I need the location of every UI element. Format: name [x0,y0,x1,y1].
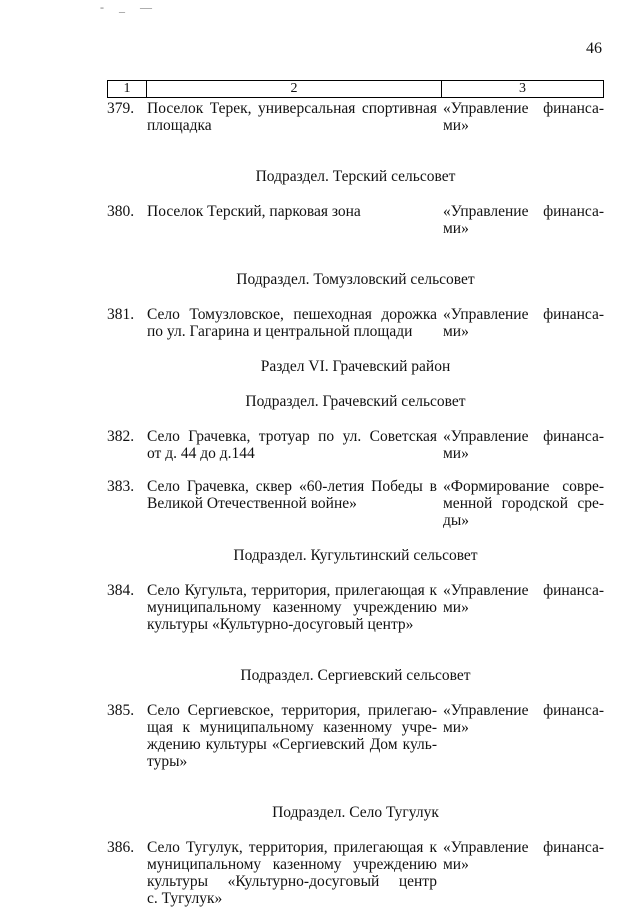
object-name-line: Село Кугульта, территория, прилегающая к [147,582,437,599]
program-name [437,582,604,616]
header-col-2: 2 [147,81,442,97]
program-line: ми» [443,220,469,237]
object-name [147,100,437,134]
program-line: «Управление финанса- [443,839,604,856]
object-name-line: от д. 44 до д.144 [147,445,255,462]
program-name [437,428,604,462]
object-name-line: Поселок Терек, универсальная спортивная [147,100,437,117]
object-name-line: щая к муниципальному казенному учре- [147,719,437,736]
object-name [147,428,437,462]
object-name-line: ждению культуры «Сергиевский Дом куль- [147,736,437,753]
subsection-heading: Подраздел. Грачевский сельсовет [245,393,466,410]
program-line: ми» [443,599,469,616]
subsection-heading: Подраздел. Село Тугулук [272,804,439,821]
program-name [437,306,604,340]
object-name-line: муниципальному казенному учреждению [147,856,437,873]
table-row [107,582,604,633]
object-name-line: с. Тугулук» [147,890,223,907]
program-name [437,100,604,134]
subsection-heading: Подраздел. Томузловский сельсовет [236,271,475,288]
row-number: 381. [107,306,135,323]
table-body [107,100,604,907]
program-line: «Управление финанса- [443,306,604,323]
header-col-1: 1 [108,81,147,97]
program-line: ми» [443,856,469,873]
object-name [147,582,437,633]
table-header-row [107,80,604,98]
object-name [147,478,437,512]
object-name-line: культуры «Культурно-досуговый центр [147,873,437,890]
table-row [107,306,604,340]
row-number: 380. [107,203,135,220]
subsection-heading: Подраздел. Сергиевский сельсовет [240,667,471,684]
object-name [147,702,437,770]
row-number: 383. [107,478,135,495]
table-row [107,203,604,237]
table-row [107,839,604,907]
program-line: ми» [443,445,469,462]
program-name [437,203,604,237]
row-number: 384. [107,582,135,599]
object-name-line: Село Сергиевское, территория, прилегаю- [147,702,437,719]
program-line: «Управление финанса- [443,702,604,719]
object-name-line: Село Грачевка, тротуар по ул. Советская [147,428,437,445]
object-name [147,203,437,220]
object-name-line: Поселок Терский, парковая зона [147,203,361,220]
table-row [107,428,604,462]
object-name-line: муниципальному казенному учреждению [147,599,437,616]
object-name-line: туры» [147,753,188,770]
subsection-heading: Подраздел. Кугультинский сельсовет [233,547,478,564]
object-name-line: культуры «Культурно-досуговый центр» [147,616,414,633]
program-line: «Управление финанса- [443,428,604,445]
row-number: 386. [107,839,135,856]
object-name-line: Село Грачевка, сквер «60-летия Победы в [147,478,437,495]
object-name-line: по ул. Гагарина и центральной площади [147,323,413,340]
header-col-3: 3 [519,81,526,96]
table-row [107,702,604,770]
subsection-heading: Подраздел. Терский сельсовет [255,168,456,185]
program-line: ми» [443,117,469,134]
scan-artifact: - _ — [100,0,158,14]
program-line: менной городской сре- [443,495,604,512]
table-row [107,100,604,134]
object-name [147,306,437,340]
row-number: 385. [107,702,135,719]
program-line: «Формирование совре- [443,478,604,495]
page-number: 46 [586,40,602,57]
object-name-line: Великой Отечественной войне» [147,495,357,512]
subsection-heading: Раздел VI. Грачевский район [260,358,451,375]
program-name [437,702,604,736]
row-number: 382. [107,428,135,445]
program-line: ми» [443,323,469,340]
table-row [107,478,604,529]
object-name-line: площадка [147,117,212,134]
object-name [147,839,437,907]
program-name [437,839,604,873]
object-name-line: Село Томузловское, пешеходная дорожка [147,306,437,323]
program-line: ми» [443,719,469,736]
program-line: «Управление финанса- [443,582,604,599]
document-table [107,80,604,907]
program-line: «Управление финанса- [443,203,604,220]
object-name-line: Село Тугулук, территория, прилегающая к [147,839,437,856]
program-line: «Управление финанса- [443,100,604,117]
row-number: 379. [107,100,135,117]
program-line: ды» [443,512,470,529]
program-name [437,478,604,529]
